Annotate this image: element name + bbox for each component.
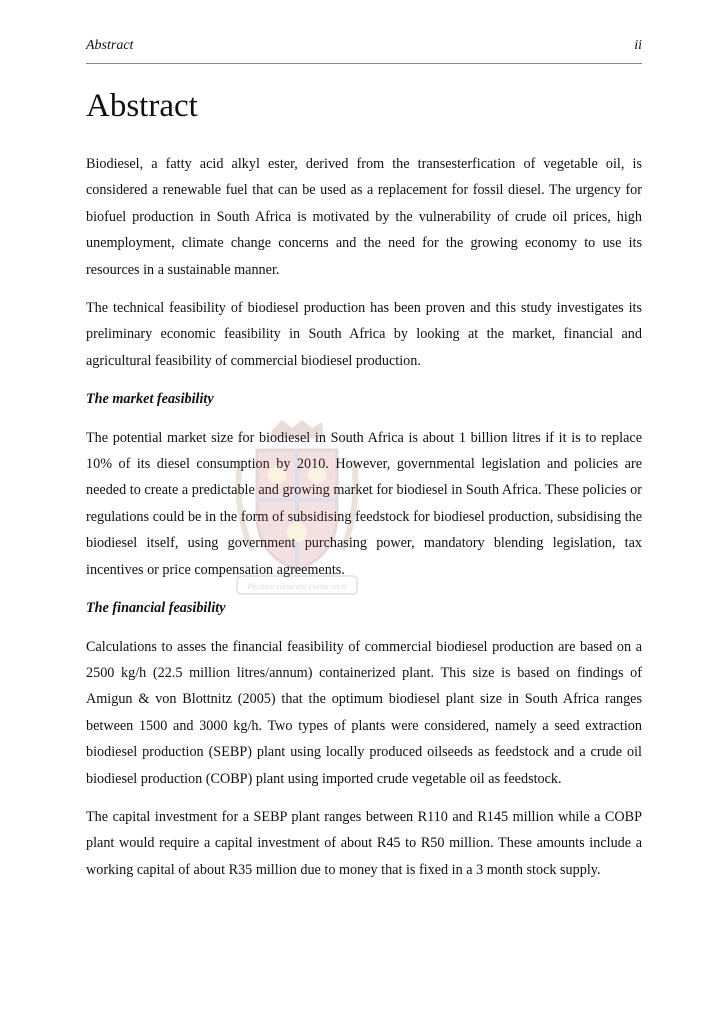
heading-market-feasibility: The market feasibility (86, 391, 214, 408)
paragraph-capital-investment: The capital investment for a SEBP plant ranges between R110 and R145 million while a COBP plant would require a capital investment of about R45 to R50 million. These amounts include a working capital of about R35 million due to money that is fixed in a 3 month stock supply. (86, 808, 642, 878)
abstract-body (86, 151, 642, 895)
page-number: ii (634, 38, 642, 53)
paragraph-market-feasibility: The potential market size for biodiesel in South Africa is about 1 billion litres if it is to replace 10% of its diesel consumption by 2010. However, governmental legislation and policies are needed to create a predictable and growing market for biodiesel in South Africa. These policies or regulations could be in the form of subsidising feedstock for biodiesel production, subsidising the biodiesel itself, using government purchasing power, mandatory blending legislation, tax incentives or price compensation agreements. (86, 429, 642, 578)
heading-financial-feasibility: The financial feasibility (86, 600, 226, 617)
running-header-section: Abstract (86, 38, 134, 53)
paragraph-intro: Biodiesel, a fatty acid alkyl ester, derived from the transesterfication of vegetable oil, is considered a renewable fuel that can be used as a replacement for fossil diesel. The urgency for biofuel production in South Africa is motivated by the vulnerability of crude oil prices, high unemployment, climate change concerns and the need for the growing economy to use its resources in a sustainable manner. (86, 156, 642, 278)
paragraph-financial-plant-size: Calculations to asses the financial feasibility of commercial biodiesel production are based on a 2500 kg/h (22.5 million litres/annum) containerized plant. This size is based on findings of Amigun & von Blottnitz (2005) that the optimum biodiesel plant size in South Africa ranges between 1500 and 3000 kg/h. Two types of plants were considered, namely a seed extraction biodiesel production (SEBP) plant using locally produced oilseeds as feedstock and a crude oil biodiesel production (COBP) plant using imported crude vegetable oil as feedstock. (86, 638, 642, 787)
running-header (86, 38, 642, 58)
document-page (86, 0, 642, 1030)
header-rule (86, 63, 642, 64)
page-title: Abstract (86, 88, 198, 124)
paragraph-technical-feasibility: The technical feasibility of biodiesel production has been proven and this study investigates its preliminary economic feasibility in South Africa by looking at the market, financial and agricultural feasibility of commercial biodiesel production. (86, 300, 642, 369)
seal-motto: Pectora roborant cultus recti (247, 581, 347, 591)
